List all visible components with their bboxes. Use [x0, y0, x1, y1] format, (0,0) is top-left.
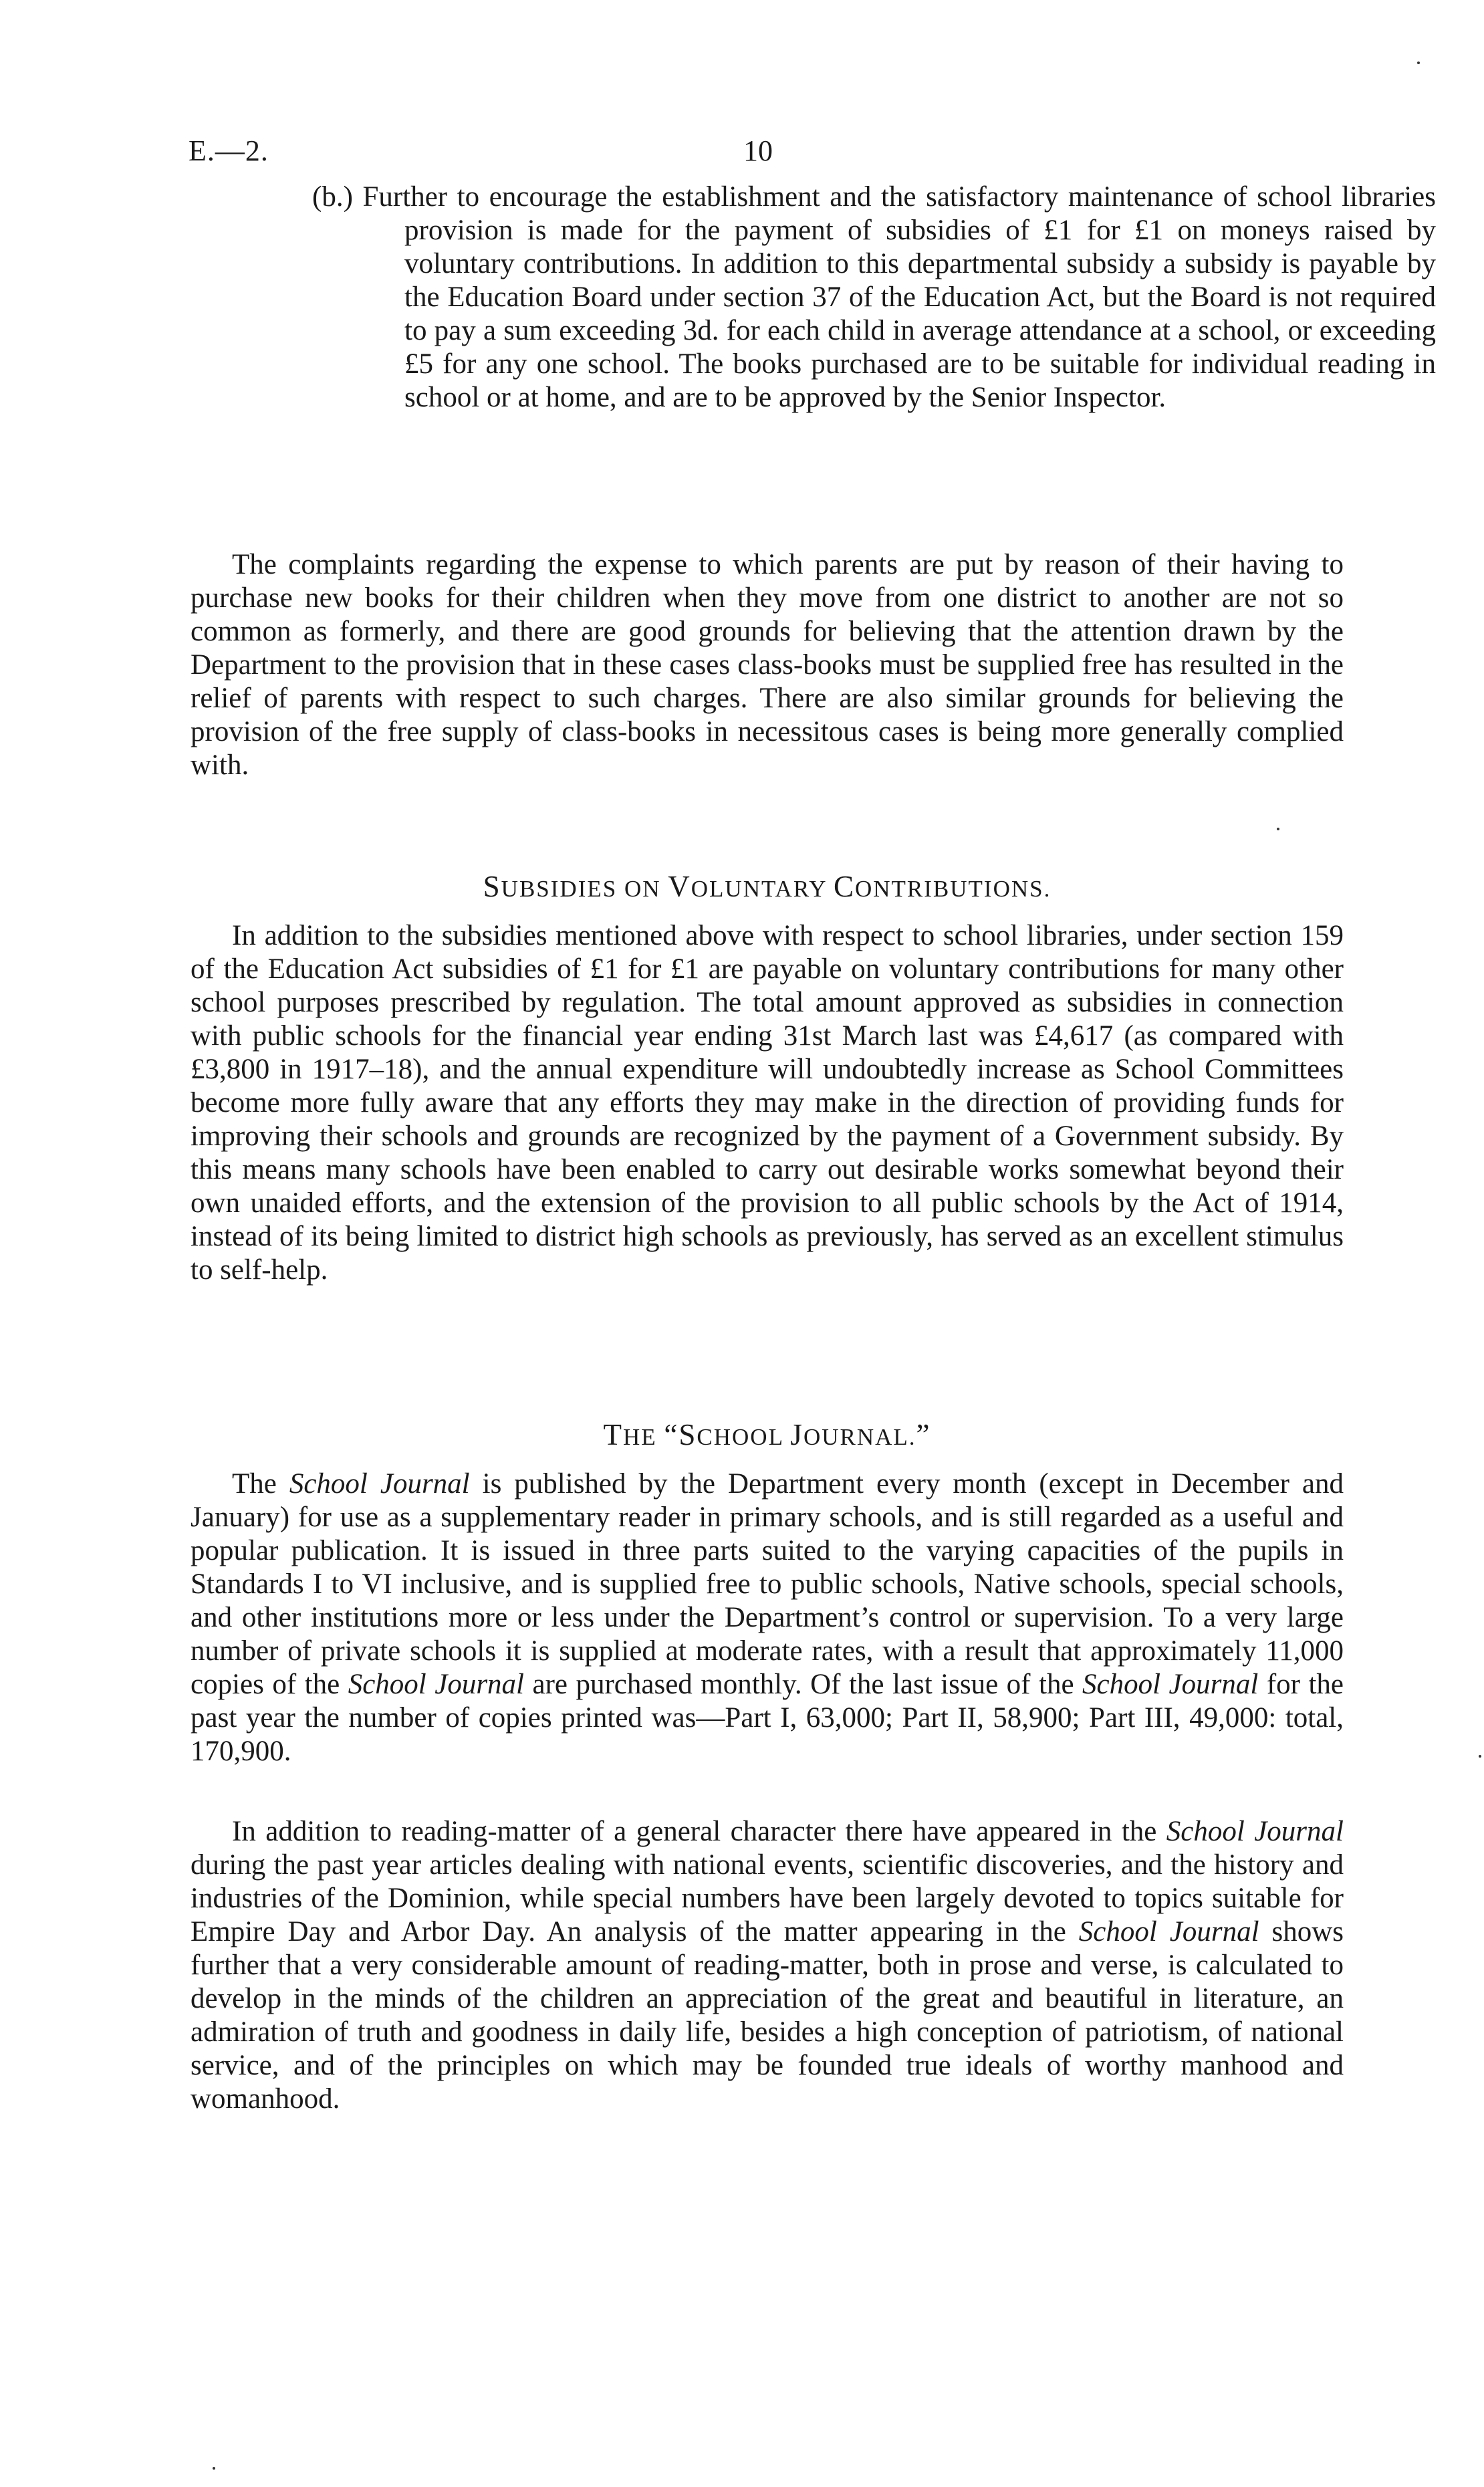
item-marker: (b.): [312, 181, 353, 213]
speck-mark: [1479, 1755, 1481, 1758]
list-item-b: [312, 181, 1436, 414]
section-heading-school-journal: THE “SCHOOL JOURNAL.”: [603, 1418, 931, 1451]
speck-mark: [213, 2467, 215, 2470]
paragraph-subsidies: In addition to the subsidies mentioned above with respect to school libraries, under section 159 of the Education Act subsidies of £1 for £1 are payable on voluntary contributions for many other school purposes prescribed by regulation. The total amount approved as subsidies in connection with public schools for the financial year ending 31st March last was £4,617 (as compared with £3,800 in 1917–18), and the annual expenditure will undoubtedly increase as School Committees become more fully aware that any efforts they may make in the direction of providing funds for improving their schools and grounds are recognized by the payment of a Government subsidy. By this means many schools have been enabled to carry out desirable works somewhat beyond their own unaided efforts, and the extension of the provision to all public schools by the Act of 1914, instead of its being limited to district high schools as previously, has served as an excellent stimulus to self-help.: [191, 920, 1344, 1286]
item-b-text: Further to encourage the establishment and the satisfactory maintenance of school libraries provision is made for the payment of subsidies of £1 for £1 on moneys raised by voluntary contributions. In addition to this departmental subsidy a subsidy is payable by the Education Board under section 37 of the Education Act, but the Board is not required to pay a sum exceeding 3d. for each child in average attendance at a school, or exceeding £5 for any one school. The books purchased are to be suitable for individual reading in school or at home, and are to be approved by the Senior Inspector.: [362, 181, 1437, 413]
paragraph-reading-matter: In addition to reading-matter of a general character there have appeared in the School Journal during the past year articles dealing with national events, scientific discoveries, and the history and industries of the Dominion, while special numbers have been largely devoted to topics suitable for Empire Day and Arbor Day. An analysis of the matter appearing in the School Journal shows further that a very considerable amount of reading-matter, both in prose and verse, is calculated to develop in the minds of the children an appreciation of the great and beautiful in literature, an admiration of truth and goodness in daily life, besides a high conception of patriotism, of national service, and of the principles on which may be founded true ideals of worthy manhood and womanhood.: [191, 1816, 1344, 2115]
series-code: E.—2.: [189, 134, 269, 167]
section-heading-subsidies: SUBSIDIES ON VOLUNTARY CONTRIBUTIONS.: [483, 870, 1052, 903]
speck-mark: [1417, 62, 1420, 64]
paragraph-school-journal: The School Journal is published by the Department every month (except in December and January) for use as a supplementary reader in primary schools, and is still regarded as a useful and popular publication. It is issued in three parts suited to the varying capacities of the pupils in Standards I to VI inclusive, and is supplied free to public schools, Native schools, special schools, and other institutions more or less under the Department’s control or supervision. To a very large number of private schools it is supplied at moderate rates, with a result that approximately 11,000 copies of the School Journal are purchased monthly. Of the last issue of the School Journal for the past year the number of copies printed was—Part I, 63,000; Part II, 58,900; Part III, 49,000: total, 170,900.: [191, 1468, 1344, 1767]
paragraph-complaints: The complaints regarding the expense to which parents are put by reason of their having to purchase new books for their children when they move from one district to another are not so common as formerly, and there are good grounds for believing that the attention drawn by the Department to the provision that in these cases class-books must be supplied free has resulted in the relief of parents with respect to such charges. There are also similar grounds for believing the provision of the free supply of class-books in necessitous cases is being more generally complied with.: [191, 549, 1344, 781]
page-number: 10: [743, 134, 773, 167]
speck-mark: [1277, 828, 1279, 830]
